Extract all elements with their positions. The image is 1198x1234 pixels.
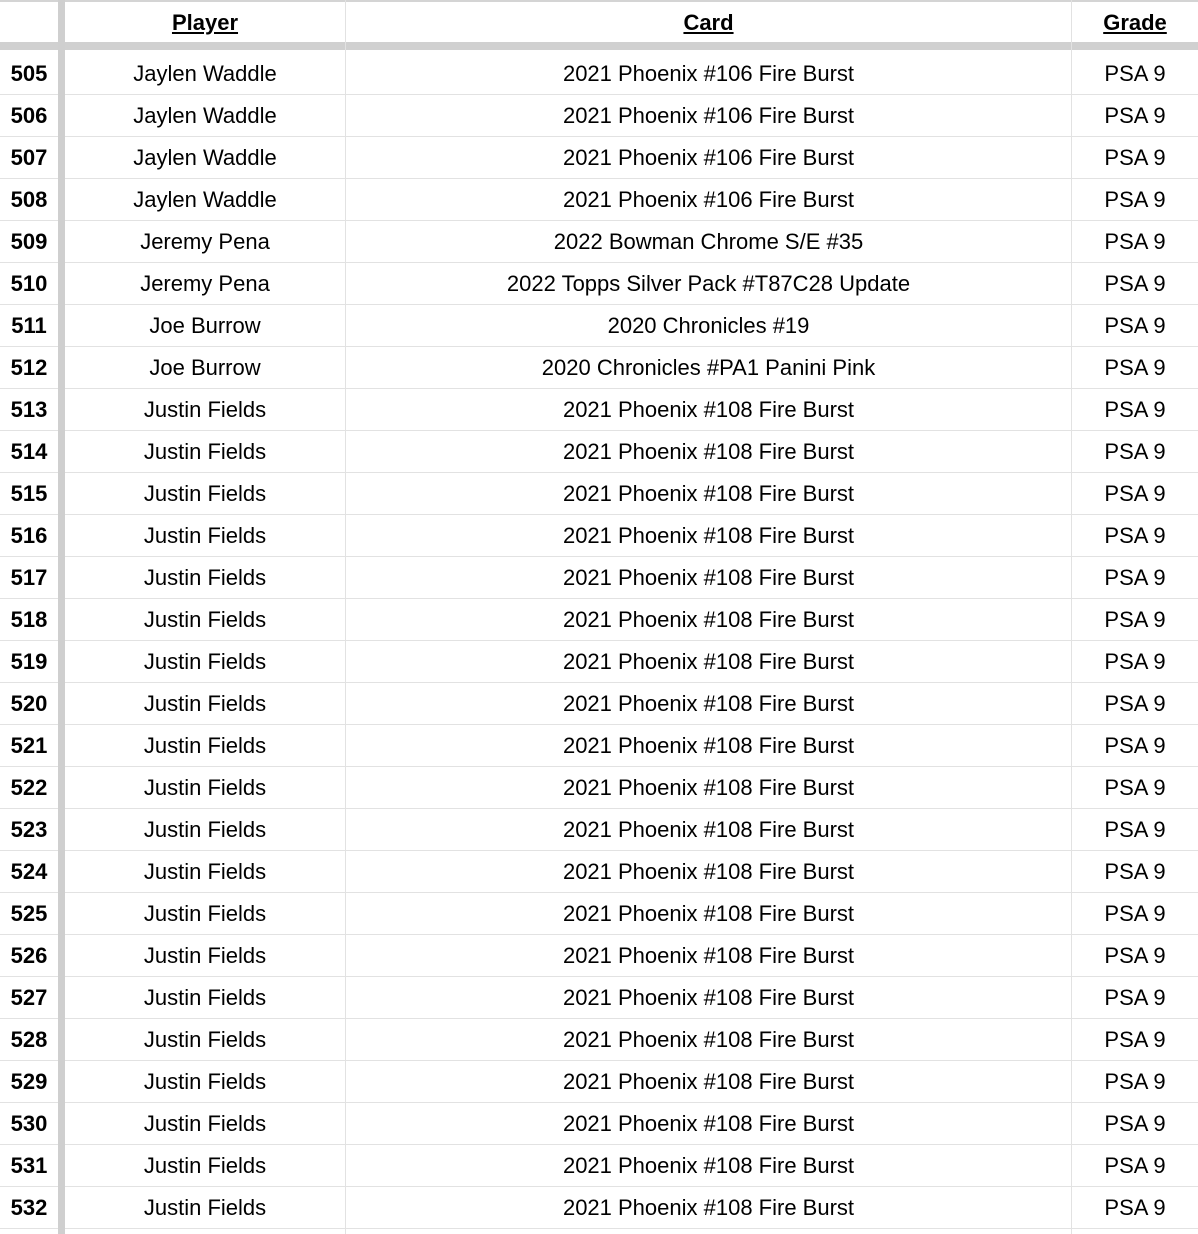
row-number[interactable]: 522 (0, 767, 58, 809)
player-cell[interactable]: Justin Fields (143, 774, 267, 800)
table-row (65, 1103, 1198, 1145)
table-row (65, 557, 1198, 599)
table-row (65, 767, 1198, 809)
card-cell[interactable]: 2021 Phoenix #108 Fire Burst (562, 522, 855, 548)
grade-cell[interactable]: PSA 9 (1104, 564, 1166, 590)
card-cell[interactable]: 2021 Phoenix #108 Fire Burst (562, 900, 855, 926)
row-number[interactable]: 517 (0, 557, 58, 599)
card-cell[interactable]: 2020 Chronicles #19 (607, 312, 810, 338)
card-cell[interactable]: 2021 Phoenix #108 Fire Burst (562, 1068, 855, 1094)
player-cell[interactable]: Justin Fields (143, 1152, 267, 1178)
grade-cell[interactable]: PSA 9 (1104, 942, 1166, 968)
player-cell[interactable]: Jaylen Waddle (133, 60, 277, 86)
card-cell[interactable]: 2020 Chronicles #PA1 Panini Pink (541, 354, 876, 380)
table-row (65, 1187, 1198, 1229)
card-cell[interactable]: 2021 Phoenix #108 Fire Burst (562, 732, 855, 758)
table-row (65, 473, 1198, 515)
card-cell[interactable]: 2021 Phoenix #108 Fire Burst (562, 480, 855, 506)
grade-cell[interactable]: PSA 9 (1104, 522, 1166, 548)
card-cell[interactable]: 2021 Phoenix #108 Fire Burst (562, 1194, 855, 1220)
player-cell[interactable]: Justin Fields (143, 606, 267, 632)
player-cell[interactable]: Justin Fields (143, 648, 267, 674)
row-number[interactable]: 515 (0, 473, 58, 515)
row-number[interactable]: 514 (0, 431, 58, 473)
table-row (65, 683, 1198, 725)
player-cell[interactable]: Justin Fields (143, 900, 267, 926)
card-cell[interactable]: 2021 Phoenix #108 Fire Burst (562, 816, 855, 842)
grade-cell[interactable]: PSA 9 (1104, 228, 1166, 254)
card-cell[interactable]: 2022 Topps Silver Pack #T87C28 Update (506, 270, 911, 296)
grade-cell[interactable]: PSA 9 (1104, 606, 1166, 632)
card-cell[interactable]: 2021 Phoenix #108 Fire Burst (562, 438, 855, 464)
card-cell[interactable]: 2021 Phoenix #108 Fire Burst (562, 648, 855, 674)
player-cell[interactable]: Justin Fields (143, 438, 267, 464)
card-cell[interactable]: 2021 Phoenix #106 Fire Burst (562, 60, 855, 86)
grade-cell[interactable]: PSA 9 (1104, 648, 1166, 674)
table-row (65, 347, 1198, 389)
table-row (65, 431, 1198, 473)
grade-cell[interactable]: PSA 9 (1104, 1026, 1166, 1052)
row-number[interactable]: 532 (0, 1187, 58, 1229)
table-row (65, 1019, 1198, 1061)
table-row (65, 95, 1198, 137)
player-cell[interactable]: Justin Fields (143, 1068, 267, 1094)
table-row (65, 221, 1198, 263)
table-row (65, 1145, 1198, 1187)
grade-cell[interactable]: PSA 9 (1104, 438, 1166, 464)
row-number[interactable]: 511 (0, 305, 58, 347)
card-cell[interactable]: 2021 Phoenix #108 Fire Burst (562, 1026, 855, 1052)
player-cell[interactable]: Jaylen Waddle (133, 102, 277, 128)
row-number[interactable]: 516 (0, 515, 58, 557)
grade-cell[interactable]: PSA 9 (1104, 732, 1166, 758)
player-cell[interactable]: Justin Fields (143, 732, 267, 758)
card-cell[interactable]: 2021 Phoenix #108 Fire Burst (562, 396, 855, 422)
table-row (65, 935, 1198, 977)
grade-cell[interactable]: PSA 9 (1104, 480, 1166, 506)
card-cell[interactable]: 2021 Phoenix #108 Fire Burst (562, 774, 855, 800)
row-number[interactable]: 521 (0, 725, 58, 767)
row-number[interactable]: 513 (0, 389, 58, 431)
card-cell[interactable]: 2021 Phoenix #108 Fire Burst (562, 1152, 855, 1178)
row-number[interactable]: 506 (0, 95, 58, 137)
column-header-grade[interactable]: Grade (1103, 10, 1167, 35)
row-number[interactable]: 528 (0, 1019, 58, 1061)
table-row (65, 263, 1198, 305)
row-number[interactable]: 509 (0, 221, 58, 263)
table-row (65, 305, 1198, 347)
player-cell[interactable]: Joe Burrow (149, 312, 261, 338)
card-cell[interactable]: 2021 Phoenix #108 Fire Burst (562, 690, 855, 716)
player-cell[interactable]: Justin Fields (143, 942, 267, 968)
table-row (65, 137, 1198, 179)
row-number[interactable]: 530 (0, 1103, 58, 1145)
card-cell[interactable]: 2021 Phoenix #108 Fire Burst (562, 858, 855, 884)
row-header-divider (58, 0, 65, 1234)
row-number[interactable]: 510 (0, 263, 58, 305)
grade-cell[interactable]: PSA 9 (1104, 1068, 1166, 1094)
card-cell[interactable]: 2021 Phoenix #108 Fire Burst (562, 564, 855, 590)
table-row (65, 515, 1198, 557)
row-number[interactable]: 520 (0, 683, 58, 725)
card-cell[interactable]: 2021 Phoenix #108 Fire Burst (562, 984, 855, 1010)
player-cell[interactable]: Justin Fields (143, 1194, 267, 1220)
card-cell[interactable]: 2022 Bowman Chrome S/E #35 (553, 228, 864, 254)
row-number[interactable]: 527 (0, 977, 58, 1019)
card-cell[interactable]: 2021 Phoenix #108 Fire Burst (562, 1110, 855, 1136)
player-cell[interactable]: Jeremy Pena (140, 270, 270, 296)
grade-cell[interactable]: PSA 9 (1104, 774, 1166, 800)
player-cell[interactable]: Jeremy Pena (140, 228, 270, 254)
row-number[interactable]: 529 (0, 1061, 58, 1103)
grade-cell[interactable]: PSA 9 (1104, 354, 1166, 380)
player-cell[interactable]: Justin Fields (143, 858, 267, 884)
header-row (0, 0, 1198, 42)
grade-cell[interactable]: PSA 9 (1104, 858, 1166, 884)
grade-cell[interactable]: PSA 9 (1104, 690, 1166, 716)
player-cell[interactable]: Joe Burrow (149, 354, 261, 380)
card-cell[interactable]: 2021 Phoenix #106 Fire Burst (562, 102, 855, 128)
grade-cell[interactable]: PSA 9 (1104, 984, 1166, 1010)
player-cell[interactable]: Justin Fields (143, 396, 267, 422)
row-number[interactable]: 512 (0, 347, 58, 389)
row-number[interactable]: 525 (0, 893, 58, 935)
grade-cell[interactable]: PSA 9 (1104, 396, 1166, 422)
table-row (65, 53, 1198, 95)
grade-cell[interactable]: PSA 9 (1104, 144, 1166, 170)
grade-cell[interactable]: PSA 9 (1104, 1110, 1166, 1136)
grade-cell[interactable]: PSA 9 (1104, 900, 1166, 926)
row-number[interactable]: 519 (0, 641, 58, 683)
player-cell[interactable]: Justin Fields (143, 984, 267, 1010)
player-cell[interactable]: Justin Fields (143, 1110, 267, 1136)
player-cell[interactable]: Jaylen Waddle (133, 186, 277, 212)
table-row (65, 641, 1198, 683)
row-number[interactable]: 526 (0, 935, 58, 977)
table-row (65, 179, 1198, 221)
grade-cell[interactable]: PSA 9 (1104, 816, 1166, 842)
row-number[interactable]: 505 (0, 53, 58, 95)
card-cell[interactable]: 2021 Phoenix #108 Fire Burst (562, 606, 855, 632)
row-number[interactable]: 518 (0, 599, 58, 641)
grade-cell[interactable]: PSA 9 (1104, 1194, 1166, 1220)
column-header-card[interactable]: Card (683, 10, 734, 35)
table-row (65, 599, 1198, 641)
table-row (65, 1061, 1198, 1103)
player-cell[interactable]: Justin Fields (143, 690, 267, 716)
player-cell[interactable]: Justin Fields (143, 564, 267, 590)
table-row (65, 809, 1198, 851)
grade-cell[interactable]: PSA 9 (1104, 186, 1166, 212)
table-row (65, 977, 1198, 1019)
player-cell[interactable]: Justin Fields (143, 816, 267, 842)
column-header-player[interactable]: Player (171, 10, 239, 35)
grade-cell[interactable]: PSA 9 (1104, 60, 1166, 86)
grade-cell[interactable]: PSA 9 (1104, 270, 1166, 296)
card-cell[interactable]: 2021 Phoenix #106 Fire Burst (562, 144, 855, 170)
row-number[interactable]: 523 (0, 809, 58, 851)
player-cell[interactable]: Justin Fields (143, 480, 267, 506)
table-row (65, 851, 1198, 893)
row-number[interactable]: 524 (0, 851, 58, 893)
player-cell[interactable]: Justin Fields (143, 522, 267, 548)
grade-cell[interactable]: PSA 9 (1104, 312, 1166, 338)
player-cell[interactable]: Justin Fields (143, 1026, 267, 1052)
row-number[interactable]: 507 (0, 137, 58, 179)
player-cell[interactable]: Jaylen Waddle (133, 144, 277, 170)
row-number[interactable]: 531 (0, 1145, 58, 1187)
card-cell[interactable]: 2021 Phoenix #108 Fire Burst (562, 942, 855, 968)
grade-cell[interactable]: PSA 9 (1104, 1152, 1166, 1178)
row-number[interactable]: 508 (0, 179, 58, 221)
table-row (65, 389, 1198, 431)
table-row (65, 725, 1198, 767)
card-cell[interactable]: 2021 Phoenix #106 Fire Burst (562, 186, 855, 212)
table-row (65, 893, 1198, 935)
header-divider (0, 42, 1198, 50)
grade-cell[interactable]: PSA 9 (1104, 102, 1166, 128)
